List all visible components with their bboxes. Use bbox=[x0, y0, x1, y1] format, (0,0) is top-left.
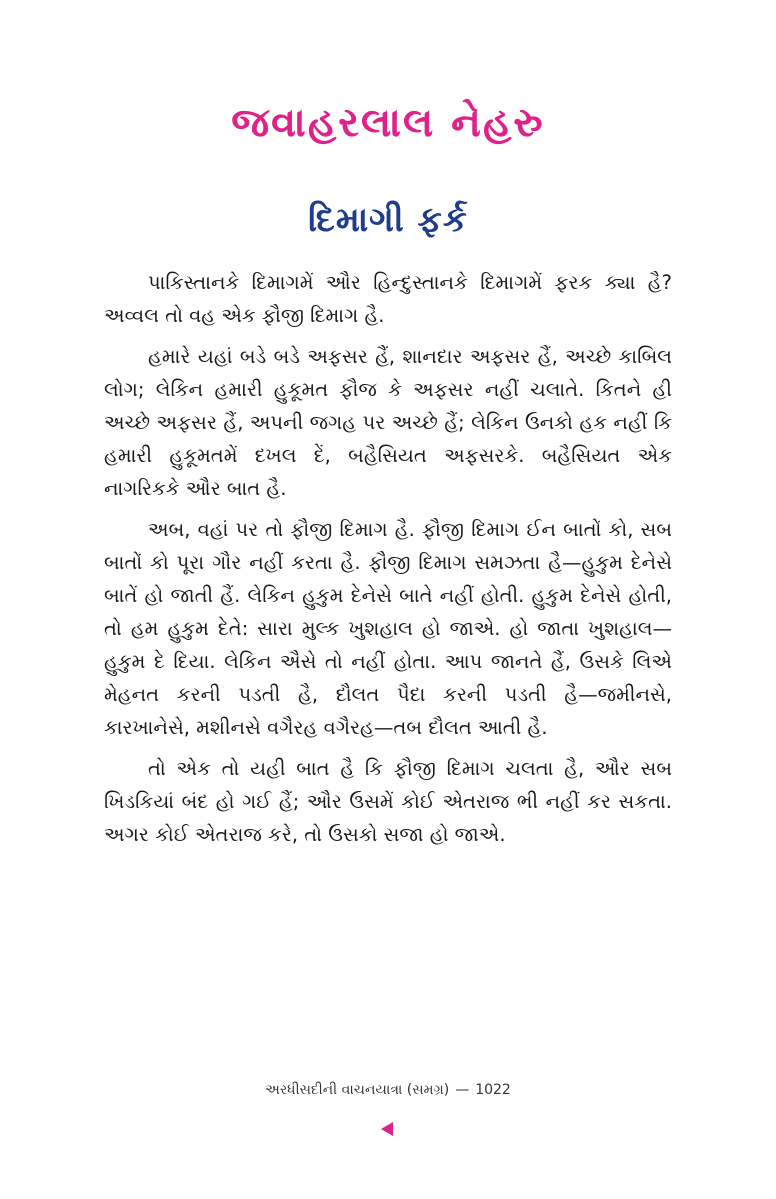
book-title: અરધીસદીની વાચનયાત્રા (સમગ્ર) bbox=[265, 1082, 450, 1098]
article-body bbox=[104, 266, 672, 859]
page-footer bbox=[0, 1082, 776, 1098]
paragraph: પાકિસ્તાનકે દિમાગમેં ઔર હિન્દુસ્તાનકે દિમાગમેં ફરક ક્યા હૈ? અવ્વલ તો વહ એક ફૌજી દિમાગ હૈ. bbox=[104, 271, 672, 327]
paragraph: અબ, વહાં પર તો ફૌજી દિમાગ હૈ. ફૌજી દિમાગ ઈન બાતોં કો, સબ બાતોં કો પૂરા ગૌર નહીં કરતા હૈ. ફૌજી દિમાગ સમઝતા હૈ—હુકુમ દેનેસે બાતેં હો જાતી હૈં. લેકિન હુકુમ દેનેસે બાતે નહીં હોતી. હુકુમ દેનેસે હોતી, તો હમ હુકુમ દેતે: સારા મુલ્ક ખુશહાલ હો જાએ. હો જાતા ખુશહાલ—હુકુમ દે દિયા. લેકિન ઐસે તો નહીં હોતા. આપ જાનતે હૈં, ઉસકે લિએ મેહનત કરની પડતી હૈ, દૌલત પૈદા કરની પડતી હૈ—જમીનસે, કારખાનેસે, મશીનસે વગૈરહ વગૈરહ—તબ દૌલત આતી હૈ. bbox=[104, 518, 672, 739]
footer-separator: — bbox=[455, 1082, 470, 1098]
author-name: જવાહરલાલ નેહરુ bbox=[231, 100, 545, 146]
paragraph: હમારે યહાં બડે બડે અફસર હૈં, શાનદાર અફસર હૈં, અચ્છે કાબિલ લોગ; લેકિન હમારી હુકૂમત ફૌજ કે અફસર નહીં ચલાતે. કિતને હી અચ્છે અફસર હૈં, અપની જગહ પર અચ્છે હૈં; લેકિન ઉનકો હક નહીં કિ હમારી હુકૂમતમેં દખલ દેં, બહૈસિયત અફસરકે. બહૈસિયત એક નાગરિકકે ઔર બાત હૈ. bbox=[104, 345, 672, 500]
paragraph: તો એક તો યહી બાત હૈ કિ ફૌજી દિમાગ ચલતા હૈ, ઔર સબ ખિડકિયાં બંદ હો ગઈ હૈં; ઔર ઉસમેં કોઈ એતરાજ ભી નહીં કર સકતા. અગર કોઈ એતરાજ કરે, તો ઉસકો સજા હો જાએ. bbox=[104, 757, 672, 846]
article-title: દિમાગી ફર્ક bbox=[308, 200, 468, 240]
page-number: 1022 bbox=[475, 1082, 511, 1098]
left-triangle-icon[interactable] bbox=[381, 1122, 393, 1136]
